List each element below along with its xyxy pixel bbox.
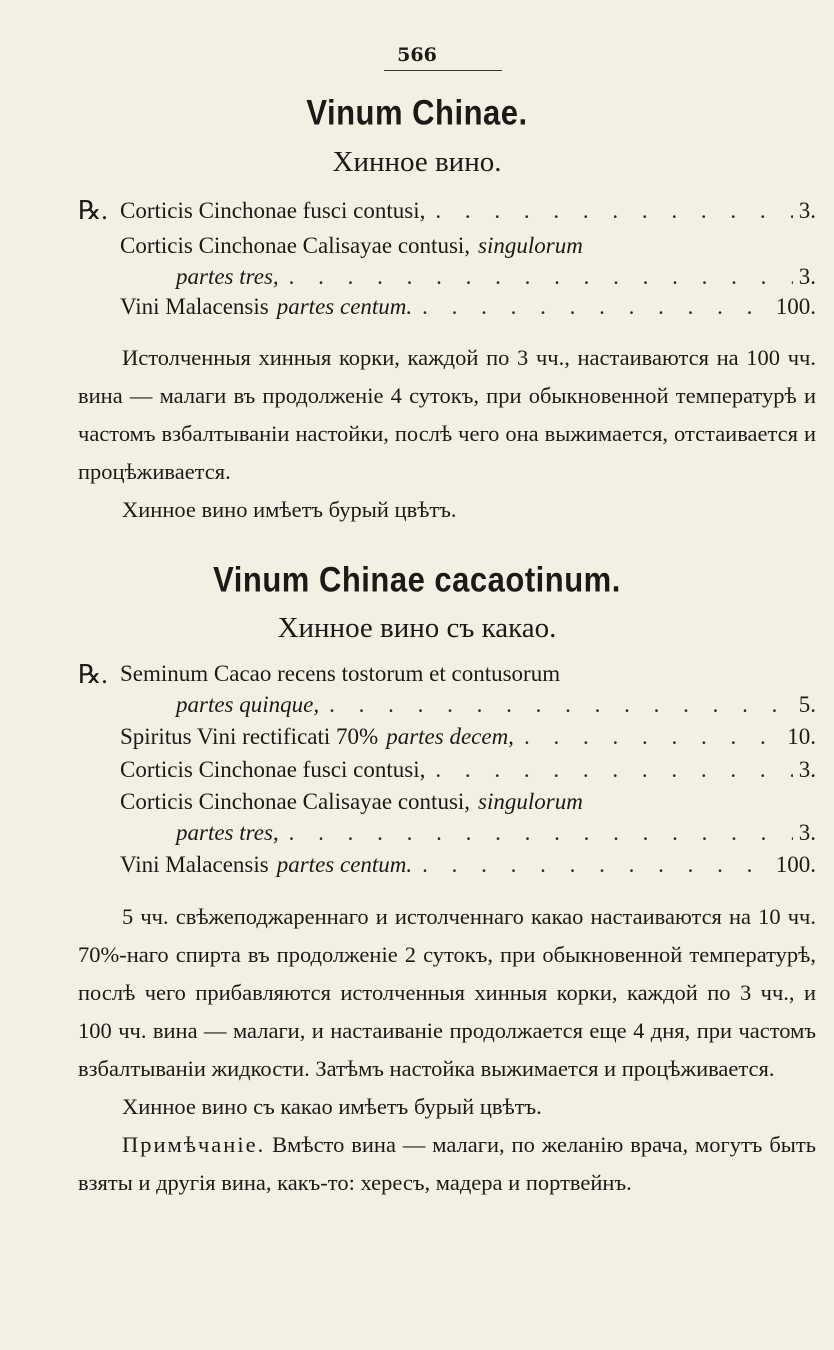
dot-leader bbox=[425, 757, 792, 783]
ingredient-qualifier: partes centum. bbox=[276, 294, 413, 319]
section2-ingredient-line bbox=[176, 692, 816, 726]
ingredient-quantity: 3. bbox=[798, 757, 816, 782]
ingredient-qualifier: partes centum. bbox=[276, 852, 413, 877]
section1-subtitle: Хинное вино. bbox=[332, 146, 502, 178]
section2-paragraph: 5 чч. свѣжеподжареннаго и истолченнаго какао настаиваются на 10 чч. 70%-наго спирта въ продолженіе 2 сутокъ, при обыкновенной температурѣ, послѣ чего прибавляются истолченныя хинныя корки, каждой по 3 чч., и 100 чч. вина — малаги, и настаиваніе продолжается еще 4 дня, при частомъ взбалтываніи жидкости. Затѣмъ настойка выжимается и процѣживается. bbox=[78, 904, 816, 1081]
ingredient-quantity: 3. bbox=[798, 820, 816, 845]
section2-subtitle: Хинное вино съ какао. bbox=[277, 612, 557, 644]
dot-leader bbox=[425, 198, 792, 224]
dot-leader bbox=[514, 724, 781, 750]
ingredient-quantity: 5. bbox=[798, 692, 816, 717]
note-text: Вмѣсто вина — малаги, по желанію врача, могутъ быть взяты и другія вина, какъ-то: хересъ, мадера и портвейнъ. bbox=[78, 1132, 816, 1195]
section2-ingredient-line bbox=[120, 661, 816, 695]
section2-body bbox=[78, 898, 816, 1202]
section2-note bbox=[78, 1126, 816, 1202]
section2-ingredient-line bbox=[120, 789, 816, 823]
section1-paragraph: Истолченныя хинныя корки, каждой по 3 чч., настаиваются на 100 чч. вина — малаги въ продолженіе 4 сутокъ, при обыкновенной температурѣ и частомъ взбалтываніи настойки, послѣ чего она выжимается, отстаивается и процѣживается. bbox=[78, 345, 816, 484]
section1-rx-symbol: ℞. bbox=[78, 196, 108, 225]
ingredient-qualifier: partes tres, bbox=[176, 820, 279, 845]
ingredient-quantity: 100. bbox=[775, 852, 816, 877]
section2-ingredient-line bbox=[120, 724, 816, 758]
section1-body bbox=[78, 339, 816, 529]
ingredient-name: Corticis Cinchonae Calisayae contusi, bbox=[120, 233, 471, 258]
ingredient-quantity: 3. bbox=[798, 198, 816, 223]
section1-title: Vinum Chinae. bbox=[306, 92, 528, 133]
section2-rx-symbol: ℞. bbox=[78, 660, 108, 689]
section1-ingredient-line bbox=[176, 264, 816, 298]
page-number: 566 bbox=[397, 44, 437, 66]
ingredient-name: Corticis Cinchonae Calisayae contusi, bbox=[120, 789, 471, 814]
section2-color-note: Хинное вино съ какао имѣетъ бурый цвѣтъ. bbox=[122, 1094, 542, 1119]
ingredient-quantity: 3. bbox=[798, 264, 816, 289]
ingredient-quantity: 100. bbox=[775, 294, 816, 319]
section2-ingredient-line bbox=[120, 852, 816, 886]
dot-leader bbox=[412, 294, 770, 320]
ingredient-qualifier: singulorum bbox=[478, 789, 583, 814]
section1-ingredient-line bbox=[120, 294, 816, 328]
page-number-rule bbox=[384, 70, 502, 71]
dot-leader bbox=[279, 264, 793, 290]
ingredient-name: Corticis Cinchonae fusci contusi, bbox=[120, 757, 426, 782]
ingredient-name: Spiritus Vini rectificati 70% bbox=[120, 724, 379, 749]
note-label: Примѣчаніе. bbox=[122, 1132, 266, 1157]
ingredient-qualifier: singulorum bbox=[478, 233, 583, 258]
ingredient-name: Vini Malacensis bbox=[120, 294, 269, 319]
section2-ingredient-line bbox=[120, 757, 816, 791]
section1-color-note: Хинное вино имѣетъ бурый цвѣтъ. bbox=[122, 497, 457, 522]
ingredient-name: Vini Malacensis bbox=[120, 852, 269, 877]
ingredient-qualifier: partes decem, bbox=[386, 724, 514, 749]
section2-title: Vinum Chinae cacaotinum. bbox=[213, 559, 621, 600]
ingredient-name: Seminum Cacao recens tostorum et contusorum bbox=[120, 661, 561, 686]
dot-leader bbox=[412, 852, 770, 878]
dot-leader bbox=[319, 692, 793, 718]
ingredient-qualifier: partes quinque, bbox=[176, 692, 320, 717]
ingredient-qualifier: partes tres, bbox=[176, 264, 279, 289]
dot-leader bbox=[279, 820, 793, 846]
section2-ingredient-line bbox=[176, 820, 816, 854]
ingredient-name: Corticis Cinchonae fusci contusi, bbox=[120, 198, 426, 223]
section1-ingredient-line bbox=[120, 233, 816, 267]
section1-ingredient-line bbox=[120, 198, 816, 232]
ingredient-quantity: 10. bbox=[787, 724, 816, 749]
